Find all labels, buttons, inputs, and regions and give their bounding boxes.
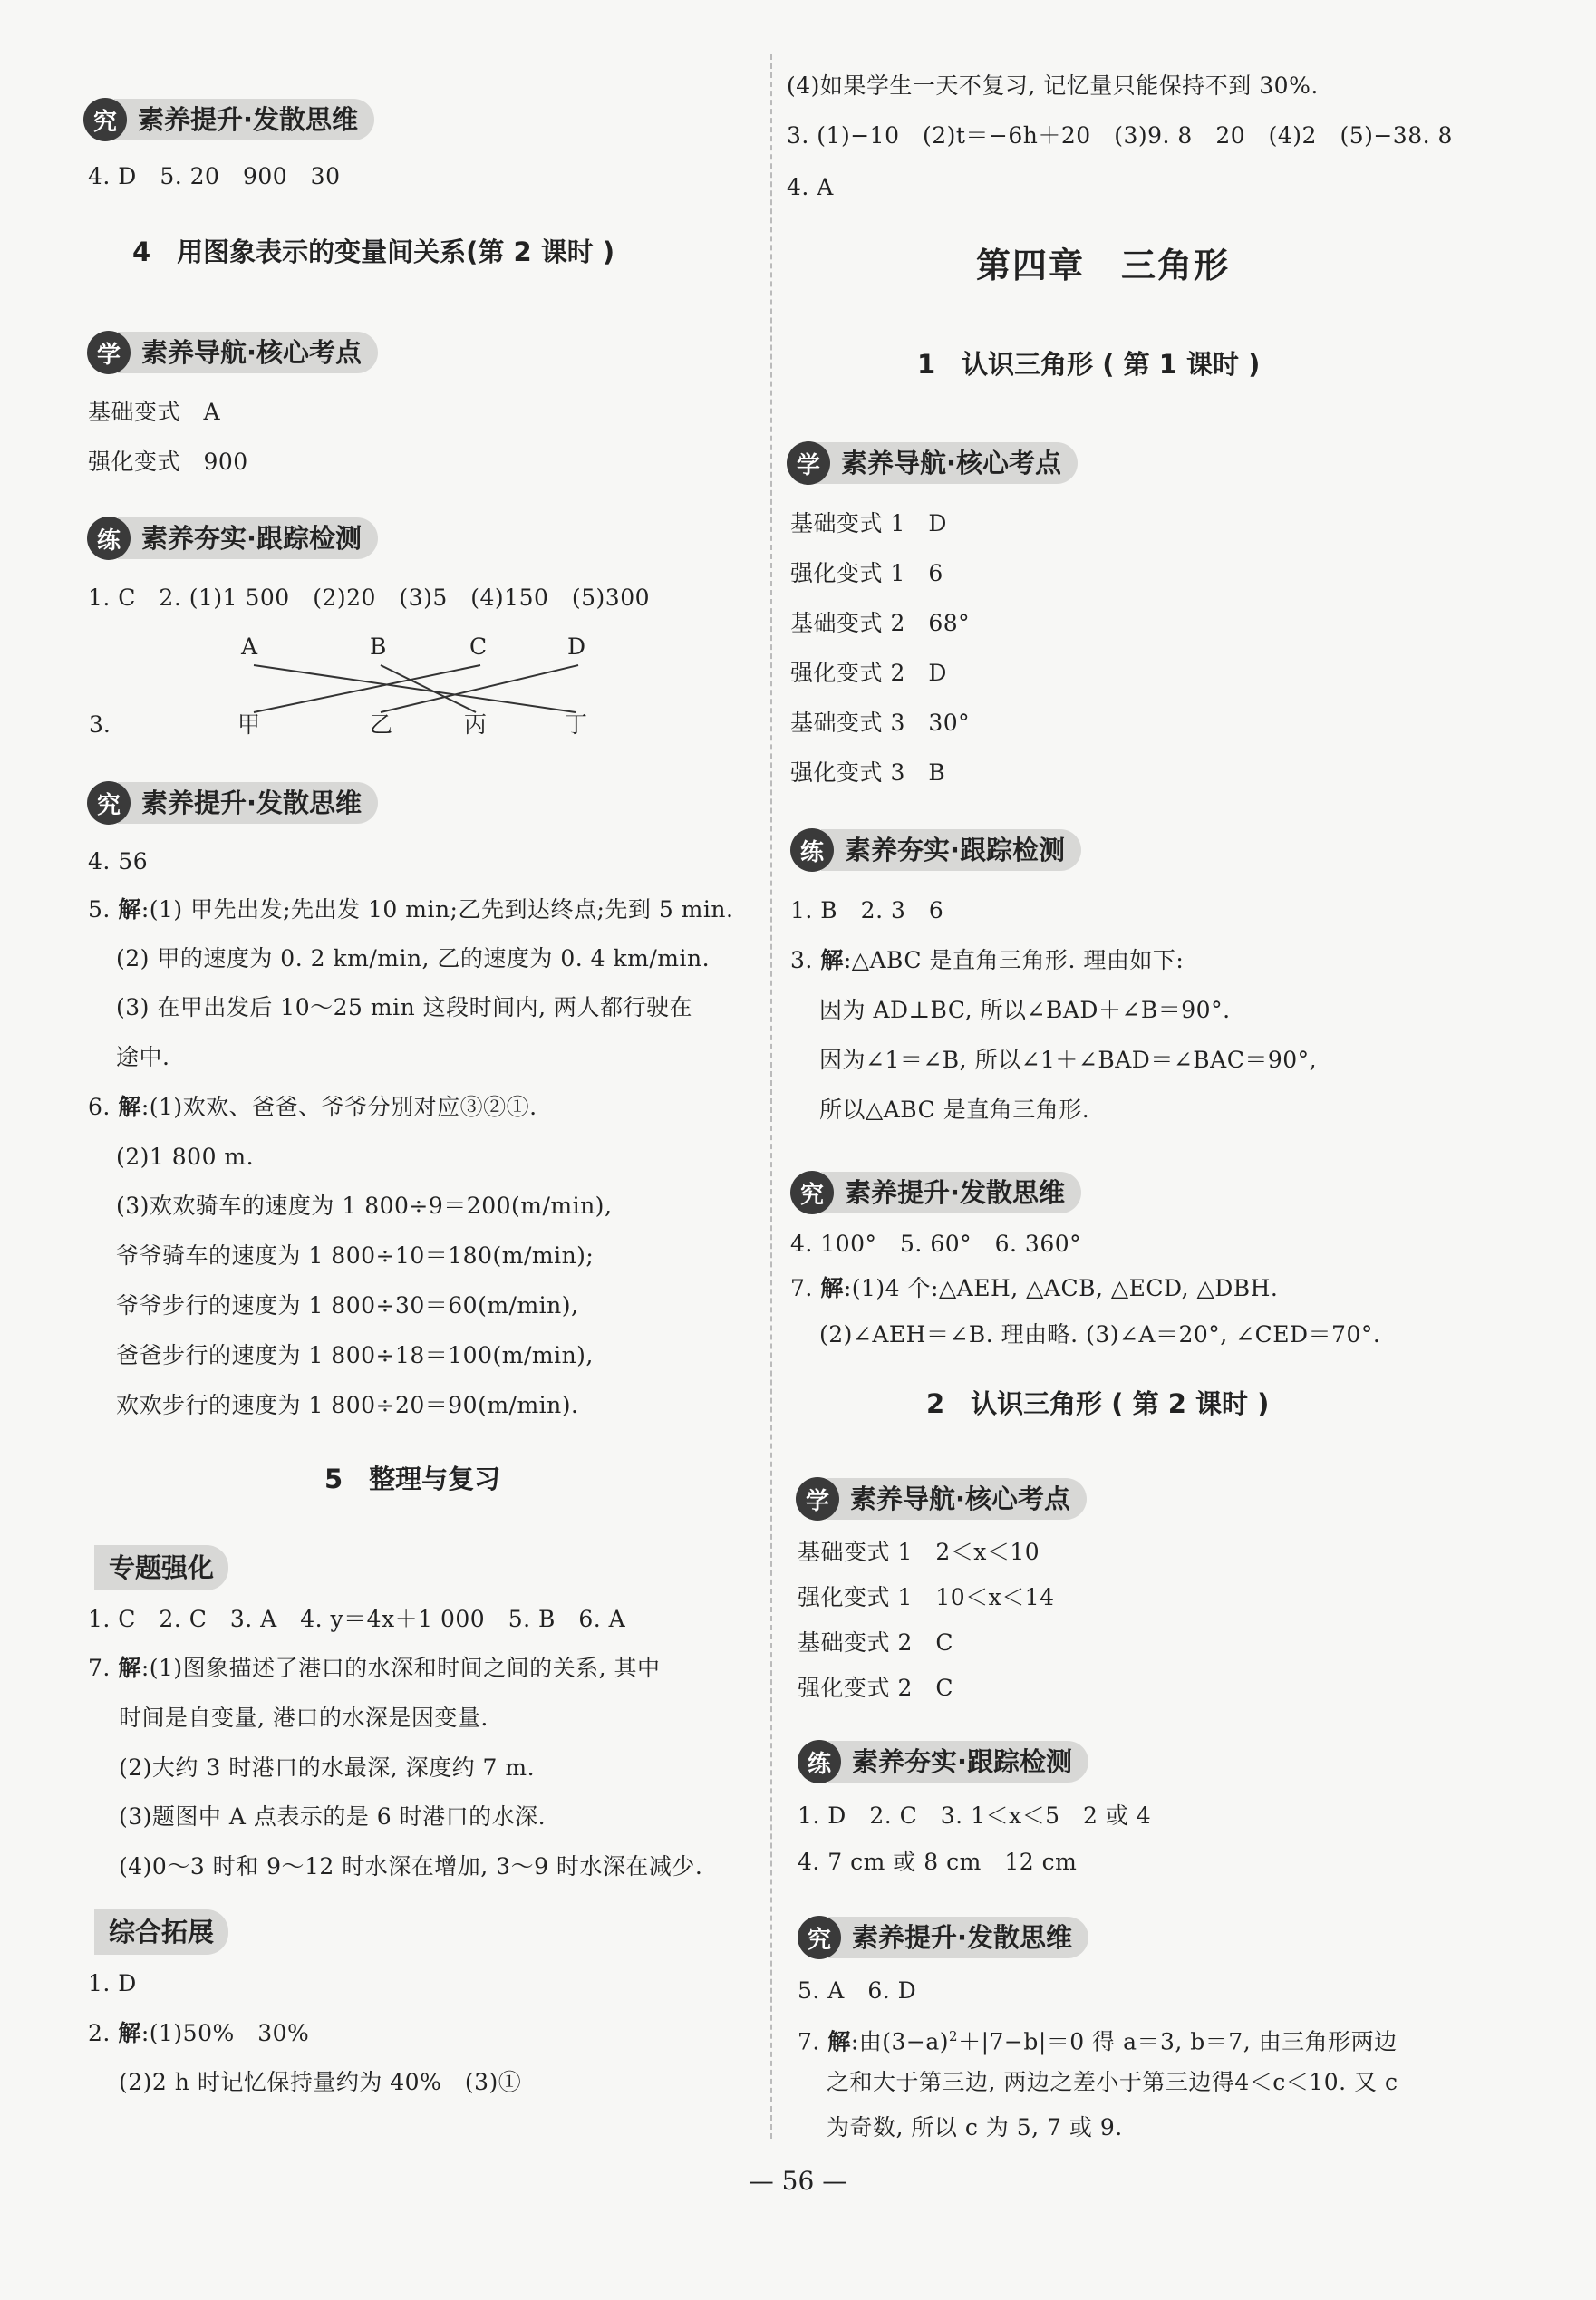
section-explore-header xyxy=(798,1914,1088,1961)
answer-line: 强化变式 2 D xyxy=(790,660,947,686)
page-number: — 56 — xyxy=(748,2166,848,2196)
section-title: 素养导航·核心考点 xyxy=(118,332,378,373)
answer-line: 强化变式 1 6 xyxy=(790,560,943,586)
section-practice-header xyxy=(790,826,1081,874)
section-badge: 究 xyxy=(87,781,131,825)
answer-line: 1. D xyxy=(88,1970,137,1996)
solution-line: 因为 AD⊥BC, 所以∠BAD＋∠B＝90°. xyxy=(819,997,1231,1023)
lesson-title: 1 认识三角形 ( 第 1 课时 ) xyxy=(917,349,1261,380)
match-bottom-ding: 丁 xyxy=(565,711,588,738)
lesson-title: 5 整理与复习 xyxy=(324,1464,501,1494)
section-practice-header xyxy=(87,515,378,562)
section-badge: 究 xyxy=(790,1171,834,1214)
answer-line: 1. C 2. C 3. A 4. y＝4x＋1 000 5. B 6. A xyxy=(88,1606,626,1632)
answer-line: 4. D 5. 20 900 30 xyxy=(88,163,341,189)
subsection-box: 综合拓展 xyxy=(94,1909,228,1955)
answer-line: 强化变式 3 B xyxy=(790,759,946,786)
subsection-box: 专题强化 xyxy=(94,1545,228,1590)
section-title: 素养提升·发散思维 xyxy=(118,782,378,824)
answer-line: 强化变式 2 C xyxy=(798,1675,953,1701)
answer-line: 基础变式 1 D xyxy=(790,510,947,536)
chapter-title: 第四章 三角形 xyxy=(976,246,1231,285)
solution-line: (2)∠AEH＝∠B. 理由略. (3)∠A＝20°, ∠CED＝70°. xyxy=(819,1321,1381,1348)
match-bottom-yi: 乙 xyxy=(370,711,393,738)
match-line-c-jia xyxy=(254,665,480,712)
answer-line: 1. B 2. 3 6 xyxy=(790,897,944,923)
section-learn-header xyxy=(87,329,378,376)
section-badge: 练 xyxy=(798,1740,841,1783)
solution-line: 所以△ABC 是直角三角形. xyxy=(819,1097,1090,1123)
section-badge: 究 xyxy=(83,98,127,141)
section-learn-header xyxy=(787,440,1078,487)
solution-line: (3) 在甲出发后 10～25 min 这段时间内, 两人都行驶在 xyxy=(116,994,693,1020)
section-explore-header xyxy=(790,1169,1081,1216)
section-title: 素养夯实·跟踪检测 xyxy=(821,829,1081,871)
match-number: 3. xyxy=(89,711,111,738)
solution-line: (2)大约 3 时港口的水最深, 深度约 7 m. xyxy=(119,1754,536,1781)
answer-line: 强化变式 900 xyxy=(88,449,248,475)
match-top-a: A xyxy=(241,633,258,660)
solution-line: (4)如果学生一天不复习, 记忆量只能保持不到 30%. xyxy=(787,72,1319,99)
matching-diagram xyxy=(82,625,625,743)
solution-line: 6. 解:(1)欢欢、爸爸、爷爷分别对应③②①. xyxy=(88,1094,537,1120)
match-bottom-bing: 丙 xyxy=(464,711,488,738)
section-learn-header xyxy=(796,1475,1087,1522)
solution-line: 7. 解:(1)图象描述了港口的水深和时间之间的关系, 其中 xyxy=(88,1655,661,1681)
solution-line: 欢欢步行的速度为 1 800÷20＝90(m/min). xyxy=(116,1392,579,1418)
solution-line: 3. 解:△ABC 是直角三角形. 理由如下: xyxy=(790,947,1185,973)
solution-line: 爷爷步行的速度为 1 800÷30＝60(m/min), xyxy=(116,1292,579,1319)
answer-line: 4. 7 cm 或 8 cm 12 cm xyxy=(798,1849,1078,1875)
section-title: 素养夯实·跟踪检测 xyxy=(118,517,378,559)
match-line-a-ding xyxy=(254,665,576,712)
solution-line: 为奇数, 所以 c 为 5, 7 或 9. xyxy=(827,2114,1123,2141)
solution-line: (2) 甲的速度为 0. 2 km/min, 乙的速度为 0. 4 km/min. xyxy=(116,945,711,971)
section-title: 素养夯实·跟踪检测 xyxy=(828,1741,1088,1783)
match-top-d: D xyxy=(567,633,586,660)
solution-line: 途中. xyxy=(116,1044,170,1070)
answer-line: 4. 100° 5. 60° 6. 360° xyxy=(790,1231,1082,1257)
solution-line: 因为∠1＝∠B, 所以∠1＋∠BAD＝∠BAC＝90°, xyxy=(819,1047,1318,1073)
answer-line: 基础变式 1 2＜x＜10 xyxy=(798,1539,1040,1565)
solution-line: 爷爷骑车的速度为 1 800÷10＝180(m/min); xyxy=(116,1242,595,1269)
section-badge: 学 xyxy=(787,441,830,485)
answer-line: 1. D 2. C 3. 1＜x＜5 2 或 4 xyxy=(798,1802,1152,1829)
section-badge: 学 xyxy=(796,1477,839,1521)
solution-line: 5. 解:(1) 甲先出发;先出发 10 min;乙先到达终点;先到 5 min. xyxy=(88,896,734,923)
answer-line: 1. C 2. (1)1 500 (2)20 (3)5 (4)150 (5)300 xyxy=(88,585,651,611)
section-badge: 学 xyxy=(87,331,131,374)
answer-line: 5. A 6. D xyxy=(798,1977,917,2004)
lesson-title: 2 认识三角形 ( 第 2 课时 ) xyxy=(926,1388,1270,1419)
solution-line: (2)2 h 时记忆保持量约为 40% (3)① xyxy=(119,2069,522,2095)
solution-line: (3)欢欢骑车的速度为 1 800÷9＝200(m/min), xyxy=(116,1193,613,1219)
section-title: 素养导航·核心考点 xyxy=(827,1478,1087,1520)
match-line-b-bing xyxy=(381,665,476,712)
solution-line: (4)0～3 时和 9～12 时水深在增加, 3～9 时水深在减少. xyxy=(119,1853,703,1880)
answer-line: 强化变式 1 10＜x＜14 xyxy=(798,1584,1055,1610)
section-badge: 练 xyxy=(790,828,834,872)
section-title: 素养提升·发散思维 xyxy=(114,99,374,140)
answer-line: 基础变式 2 C xyxy=(798,1629,953,1656)
match-top-b: B xyxy=(370,633,387,660)
section-explore-header xyxy=(87,779,378,826)
answer-line: 基础变式 3 30° xyxy=(790,710,971,736)
solution-line: (2)1 800 m. xyxy=(116,1144,255,1170)
answer-line: 4. A xyxy=(787,174,834,200)
answer-line: 4. 56 xyxy=(88,848,149,875)
section-practice-header xyxy=(798,1738,1088,1785)
answer-line: 基础变式 2 68° xyxy=(790,610,971,636)
solution-line: 7. 解:由$(3-a)^2+|7-b|=0$ 得 a＝3, b＝7, 由三角形两边 xyxy=(798,2028,1398,2055)
lesson-title: 4 用图象表示的变量间关系(第 2 课时 ) xyxy=(132,237,615,267)
column-divider xyxy=(770,54,772,2139)
solution-line: 7. 解:(1)4 个:△AEH, △ACB, △ECD, △DBH. xyxy=(790,1275,1279,1301)
section-badge: 练 xyxy=(87,517,131,560)
match-bottom-jia: 甲 xyxy=(237,711,261,738)
section-badge: 究 xyxy=(798,1916,841,1959)
answer-line: 基础变式 A xyxy=(88,399,221,425)
solution-line: (3)题图中 A 点表示的是 6 时港口的水深. xyxy=(119,1803,547,1830)
section-title: 素养提升·发散思维 xyxy=(821,1172,1081,1213)
section-title: 素养导航·核心考点 xyxy=(817,442,1078,484)
match-top-c: C xyxy=(469,633,488,660)
solution-line: 之和大于第三边, 两边之差小于第三边得4＜c＜10. 又 c xyxy=(827,2069,1398,2095)
solution-line: 爸爸步行的速度为 1 800÷18＝100(m/min), xyxy=(116,1342,594,1368)
answer-line: 3. (1)−10 (2)t＝−6h＋20 (3)9. 8 20 (4)2 (5)−38. 8 xyxy=(787,122,1453,149)
section-title: 素养提升·发散思维 xyxy=(828,1917,1088,1958)
solution-line: 2. 解:(1)50% 30% xyxy=(88,2020,310,2046)
solution-line: 时间是自变量, 港口的水深是因变量. xyxy=(119,1705,488,1731)
section-explore-header xyxy=(83,96,374,143)
